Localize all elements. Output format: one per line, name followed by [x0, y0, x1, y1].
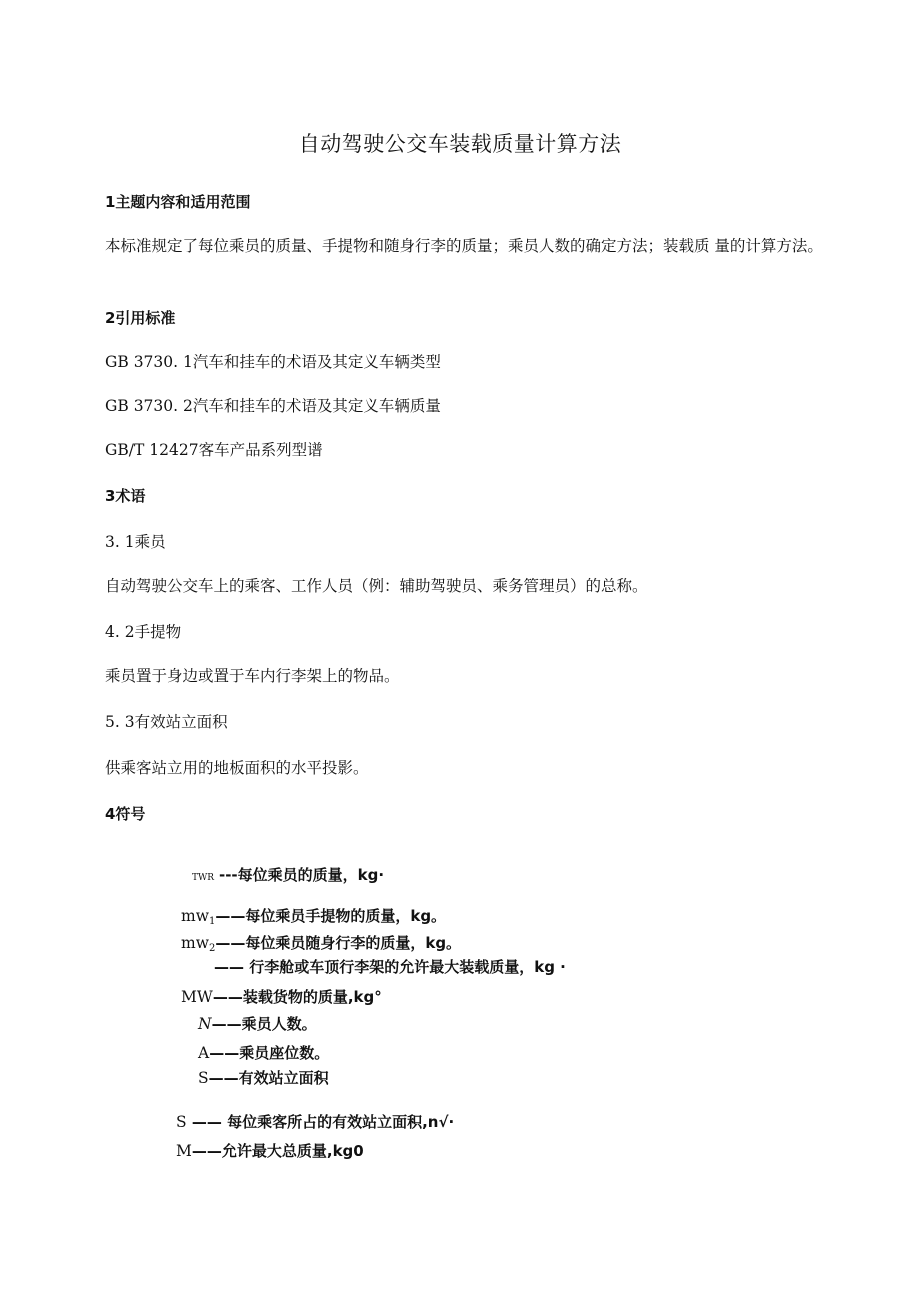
term-definition: 乘员置于身边或置于车内行李架上的物品。 [105, 667, 400, 685]
reference-item: GB/T 12427客车产品系列型谱 [105, 441, 323, 459]
symbol-label: S [198, 1069, 209, 1087]
symbol-description: ——有效站立面积 [208, 1069, 329, 1087]
term-number: 5. 3有效站立面积 [105, 713, 228, 731]
section-1-body: 本标准规定了每位乘员的质量、手提物和随身行李的质量；乘员人数的确定方法；装载质 量的计算方法。 [105, 237, 823, 255]
section-4-heading: 4符号 [105, 805, 146, 823]
symbol-label: TWR [192, 873, 215, 883]
symbol-label: M [176, 1142, 192, 1160]
symbol-row [214, 956, 566, 978]
symbol-description: ——乘员座位数。 [209, 1044, 330, 1062]
symbol-description: —— 每位乘客所占的有效站立面积,n√· [186, 1113, 455, 1131]
symbol-description: —— 行李舱或车顶行李架的允许最大装载质量，kg · [214, 958, 566, 976]
section-3-heading: 3术语 [105, 487, 146, 505]
symbol-row [176, 1111, 454, 1133]
symbol-description: ——每位乘员随身行李的质量，kg。 [215, 934, 462, 952]
symbol-description: ——乘员人数。 [211, 1015, 317, 1033]
symbol-row [181, 986, 382, 1008]
term-definition: 供乘客站立用的地板面积的水平投影。 [105, 759, 369, 777]
symbol-description: ---每位乘员的质量，kg· [218, 866, 385, 884]
reference-item: GB 3730. 2汽车和挂车的术语及其定义车辆质量 [105, 397, 441, 415]
symbol-row [198, 1042, 329, 1064]
term-number: 3. 1乘员 [105, 533, 166, 551]
section-1-heading: 1主题内容和适用范围 [105, 193, 251, 211]
document-title: 自动驾驶公交车装载质量计算方法 [298, 132, 622, 156]
term-number: 4. 2手提物 [105, 623, 182, 641]
symbol-row [181, 905, 446, 933]
symbol-row [198, 1013, 317, 1035]
reference-item: GB 3730. 1汽车和挂车的术语及其定义车辆类型 [105, 353, 441, 371]
term-definition: 自动驾驶公交车上的乘客、工作人员（例：辅助驾驶员、乘务管理员）的总称。 [105, 577, 648, 595]
symbol-label: mw [181, 934, 209, 952]
symbol-description: ——每位乘员手提物的质量，kg。 [215, 907, 447, 925]
symbol-label: A [198, 1044, 210, 1062]
symbol-description: ——装载货物的质量,kg° [212, 988, 382, 1006]
symbol-subscript: 1 [208, 916, 216, 927]
symbol-label: mw [181, 907, 209, 925]
symbol-description: ——允许最大总质量,kg0 [191, 1142, 364, 1160]
section-2-heading: 2引用标准 [105, 309, 176, 327]
symbol-row [192, 864, 384, 889]
symbol-subscript: 2 [208, 943, 216, 954]
symbol-row [198, 1067, 329, 1089]
symbol-label: MW [181, 988, 213, 1006]
symbol-row [176, 1140, 364, 1162]
symbol-label: N [198, 1015, 212, 1033]
symbol-label: S [176, 1113, 187, 1131]
